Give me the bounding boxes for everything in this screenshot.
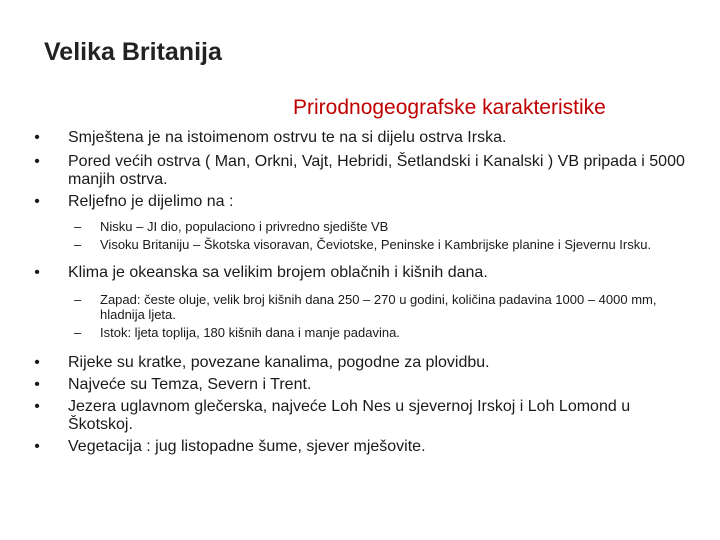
bullet-icon: • bbox=[34, 438, 40, 455]
bullet-icon: • bbox=[34, 193, 40, 210]
bullet-icon: • bbox=[34, 398, 40, 415]
list-item-lakes bbox=[30, 398, 690, 434]
bullet-icon: • bbox=[34, 153, 40, 170]
list-item-largest-rivers bbox=[30, 376, 690, 394]
list-item-text: Smještena je na istoimenom ostrvu te na si dijelu ostrva Irska. bbox=[68, 129, 507, 146]
list-item-text: Klima je okeanska sa velikim brojem oblačnih i kišnih dana. bbox=[68, 264, 488, 281]
bullet-icon: • bbox=[34, 264, 40, 281]
sub-item-text: Zapad: česte oluje, velik broj kišnih dana 250 – 270 u godini, količina padavina 1000 – 4000 mm, hladnija ljeta. bbox=[100, 292, 657, 322]
bullet-icon: • bbox=[34, 129, 40, 146]
bullet-list bbox=[30, 125, 690, 456]
sub-item-text: Istok: ljeta toplija, 180 kišnih dana i manje padavina. bbox=[100, 325, 400, 340]
dash-icon: – bbox=[74, 325, 82, 340]
list-item-islands bbox=[30, 153, 690, 189]
sub-item-west bbox=[30, 292, 690, 322]
sub-item-text: Visoku Britaniju – Škotska visoravan, Čeviotske, Peninske i Kambrijske planine i Sjevernu Irsku. bbox=[100, 237, 652, 252]
list-item-text: Rijeke su kratke, povezane kanalima, pogodne za plovidbu. bbox=[68, 354, 490, 371]
dash-icon: – bbox=[74, 219, 82, 234]
slide-title: Velika Britanija bbox=[44, 38, 222, 66]
sub-item-text: Nisku – JI dio, populaciono i privredno sjedište VB bbox=[100, 219, 389, 234]
list-item-vegetation bbox=[30, 438, 690, 456]
list-item-text: Pored većih ostrva ( Man, Orkni, Vajt, Hebridi, Šetlandski i Kanalski ) VB pripada i 5000 manjih ostrva. bbox=[68, 153, 685, 188]
sub-item-lowland bbox=[30, 219, 690, 234]
sub-item-highland bbox=[30, 237, 690, 252]
list-item-text: Reljefno je dijelimo na : bbox=[68, 193, 234, 210]
list-item-text: Jezera uglavnom glečerska, najveće Loh Nes u sjevernoj Irskoj i Loh Lomond u Škotskoj. bbox=[68, 398, 631, 433]
list-item-location bbox=[30, 129, 690, 147]
list-item-relief bbox=[30, 193, 690, 211]
sub-item-east bbox=[30, 325, 690, 340]
dash-icon: – bbox=[74, 237, 82, 252]
dash-icon: – bbox=[74, 292, 82, 307]
list-item-rivers bbox=[30, 354, 690, 372]
list-item-text: Najveće su Temza, Severn i Trent. bbox=[68, 376, 312, 393]
list-item-text: Vegetacija : jug listopadne šume, sjever mješovite. bbox=[68, 438, 426, 455]
bullet-icon: • bbox=[34, 376, 40, 393]
slide-subtitle: Prirodnogeografske karakteristike bbox=[293, 96, 606, 119]
list-item-climate bbox=[30, 264, 690, 282]
bullet-icon: • bbox=[34, 354, 40, 371]
